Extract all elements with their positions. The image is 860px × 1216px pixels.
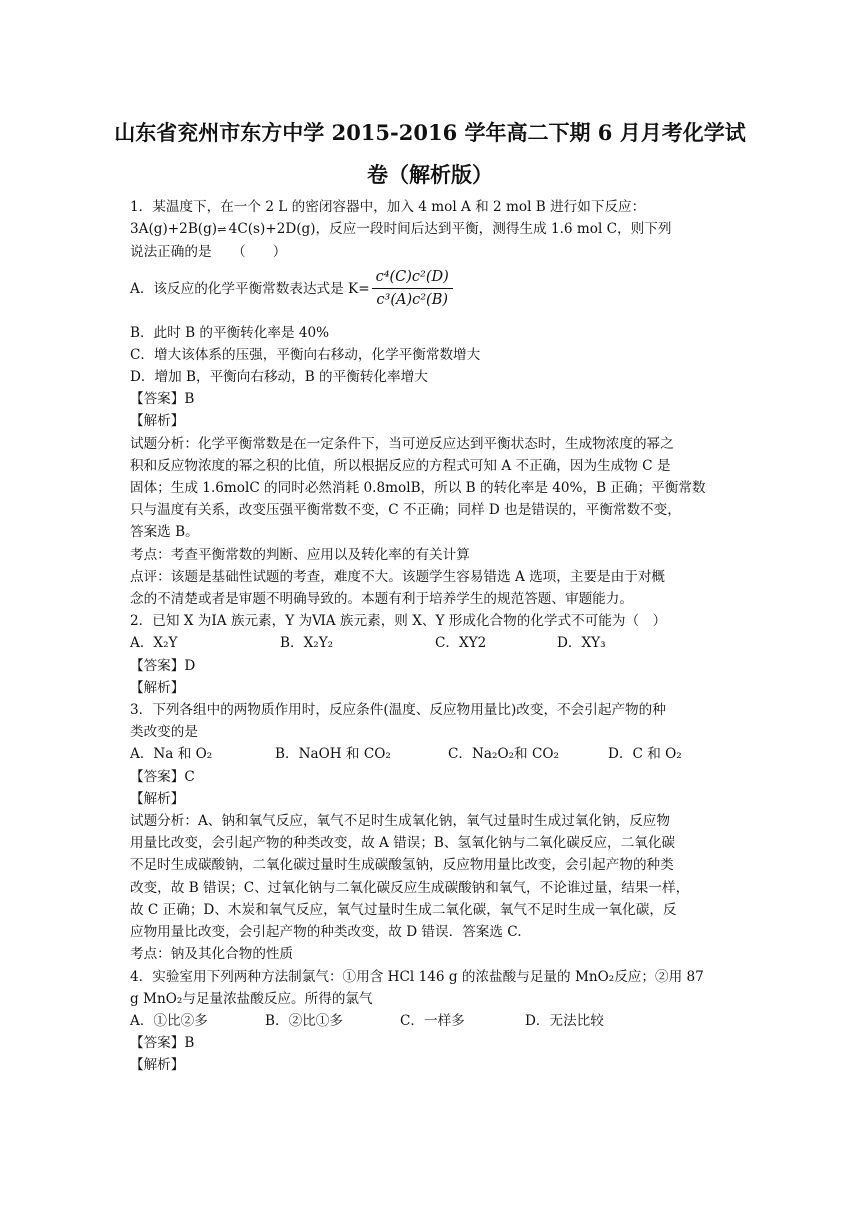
q4-option-c: C．一样多 (400, 1012, 465, 1029)
q1-analysis-line: 积和反应物浓度的幂之积的比值，所以根据反应的方程式可知 A 不正确，因为生成物 C 是 (130, 457, 671, 474)
document-body (130, 196, 735, 1077)
document-title (100, 112, 760, 196)
question-1 (130, 196, 735, 610)
fraction-numerator: c⁴(C)c²(D) (372, 267, 453, 289)
q2-analysis-label: 【解析】 (130, 679, 185, 696)
q1-analysis-line: 只与温度有关系，改变压强平衡常数不变，C 不正确；同样 D 也是错误的，平衡常数不变， (130, 502, 681, 519)
title-line-1: 山东省兖州市东方中学 2015-2016 学年高二下期 6 月月考化学试 (114, 120, 746, 145)
q3-point: 考点：钠及其化合物的性质 (130, 946, 294, 963)
q3-option-b: B．NaOH 和 CO₂ (275, 746, 391, 763)
fraction-denominator: c³(A)c²(B) (376, 292, 449, 309)
q4-option-b: B．②比①多 (265, 1012, 343, 1029)
q1-products: 4C(s)+2D(g)，反应一段时间后达到平衡，测得生成 1.6 mol C，则下列 (224, 221, 672, 238)
q3-analysis-line: 试题分析：A、钠和氧气反应，氧气不足时生成氧化钠，氧气过量时生成过氧化钠，反应物 (130, 813, 670, 830)
q2-options (130, 632, 735, 654)
q1-option-d: D．增加 B，平衡向右移动，B 的平衡转化率增大 (130, 369, 428, 386)
q1-comment-line: 念的不清楚或者是审题不明确导致的。本题有利于培养学生的规范答题、审题能力。 (130, 591, 633, 608)
question-2 (130, 610, 735, 699)
q2-stem: 2．已知 X 为ⅠA 族元素，Y 为ⅥA 族元素，则 X、Y 形成化合物的化学式不可能为（ ） (130, 613, 667, 630)
title-line-2: 卷（解析版） (367, 162, 493, 187)
q3-answer: 【答案】C (130, 768, 195, 785)
q2-option-d: D．XY₃ (557, 635, 606, 652)
question-4 (130, 966, 735, 1077)
question-3 (130, 699, 735, 965)
q3-analysis-line: 故 C 正确；D、木炭和氧气反应，氧气过量时生成二氧化碳，氧气不足时生成一氧化碳，反 (130, 901, 677, 918)
q3-option-c: C．Na₂O₂和 CO₂ (448, 746, 559, 763)
q1-option-a-text: A．该反应的化学平衡常数表达式是 K= (130, 280, 370, 297)
q1-option-b: B．此时 B 的平衡转化率是 40% (130, 324, 330, 341)
q4-stem-line-2: g MnO₂与足量浓盐酸反应。所得的氯气 (130, 990, 373, 1007)
q3-option-d: D．C 和 O₂ (608, 746, 682, 763)
q1-point: 考点：考查平衡常数的判断、应用以及转化率的有关计算 (130, 546, 470, 563)
q1-stem-line-1: 1．某温度下，在一个 2 L 的密闭容器中，加入 4 mol A 和 2 mol B 进行如下反应： (130, 199, 646, 215)
q1-stem-line-2 (130, 218, 735, 241)
q1-analysis-line: 试题分析：化学平衡常数是在一定条件下，当可逆反应达到平衡状态时，生成物浓度的幂之 (130, 435, 674, 452)
q1-analysis-line: 固体；生成 1.6molC 的同时必然消耗 0.8molB，所以 B 的转化率是 40%，B 正确；平衡常数 (130, 480, 706, 497)
q2-option-c: C．XY2 (435, 635, 487, 652)
q1-analysis-line: 答案选 B。 (130, 524, 199, 541)
q1-comment-line: 点评：该题是基础性试题的考查，难度不大。该题学生容易错选 A 选项，主要是由于对概 (130, 568, 666, 585)
q2-option-a: A．X₂Y (130, 635, 178, 652)
q2-answer: 【答案】D (130, 657, 196, 674)
q1-option-a (130, 264, 735, 314)
q3-option-a: A．Na 和 O₂ (130, 746, 213, 763)
q2-option-b: B．X₂Y₂ (280, 635, 334, 652)
q3-options (130, 743, 735, 765)
q4-options (130, 1010, 735, 1032)
q1-answer: 【答案】B (130, 391, 195, 408)
q3-analysis-line: 用量比改变，会引起产物的种类改变，故 A 错误；B、氢氧化钠与二氧化碳反应，二氧化碳 (130, 835, 676, 852)
q1-reactants: 3A(g)+2B(g) (130, 221, 218, 238)
equilibrium-constant-fraction (372, 267, 453, 310)
equilibrium-arrow-icon: ⇌ (217, 223, 225, 237)
q3-analysis-label: 【解析】 (130, 790, 185, 807)
q4-option-a: A．①比②多 (130, 1012, 208, 1029)
q4-stem-line-1: 4．实验室用下列两种方法制氯气：①用含 HCl 146 g 的浓盐酸与足量的 MnO₂反应；②用 87 (130, 968, 704, 985)
q3-analysis-line: 应物用量比改变，会引起产物的种类改变，故 D 错误．答案选 C. (130, 924, 522, 941)
q1-stem-line-3: 说法正确的是 （ ） (130, 244, 287, 261)
q1-option-c: C．增大该体系的压强，平衡向右移动，化学平衡常数增大 (130, 346, 481, 363)
q3-analysis-line: 不足时生成碳酸钠，二氧化碳过量时生成碳酸氢钠，反应物用量比改变，会引起产物的种类 (130, 857, 674, 874)
q4-analysis-label: 【解析】 (130, 1057, 185, 1074)
q3-analysis-line: 改变，故 B 错误；C、过氧化钠与二氧化碳反应生成碳酸钠和氧气，不论谁过量，结果一样， (130, 879, 690, 896)
q4-option-d: D．无法比较 (525, 1012, 604, 1029)
q3-stem-line-2: 类改变的是 (130, 724, 198, 741)
q1-analysis-label: 【解析】 (130, 413, 185, 430)
q3-stem-line-1: 3．下列各组中的两物质作用时，反应条件(温度、反应物用量比)改变，不会引起产物的种 (130, 702, 666, 719)
q4-answer: 【答案】B (130, 1035, 195, 1052)
